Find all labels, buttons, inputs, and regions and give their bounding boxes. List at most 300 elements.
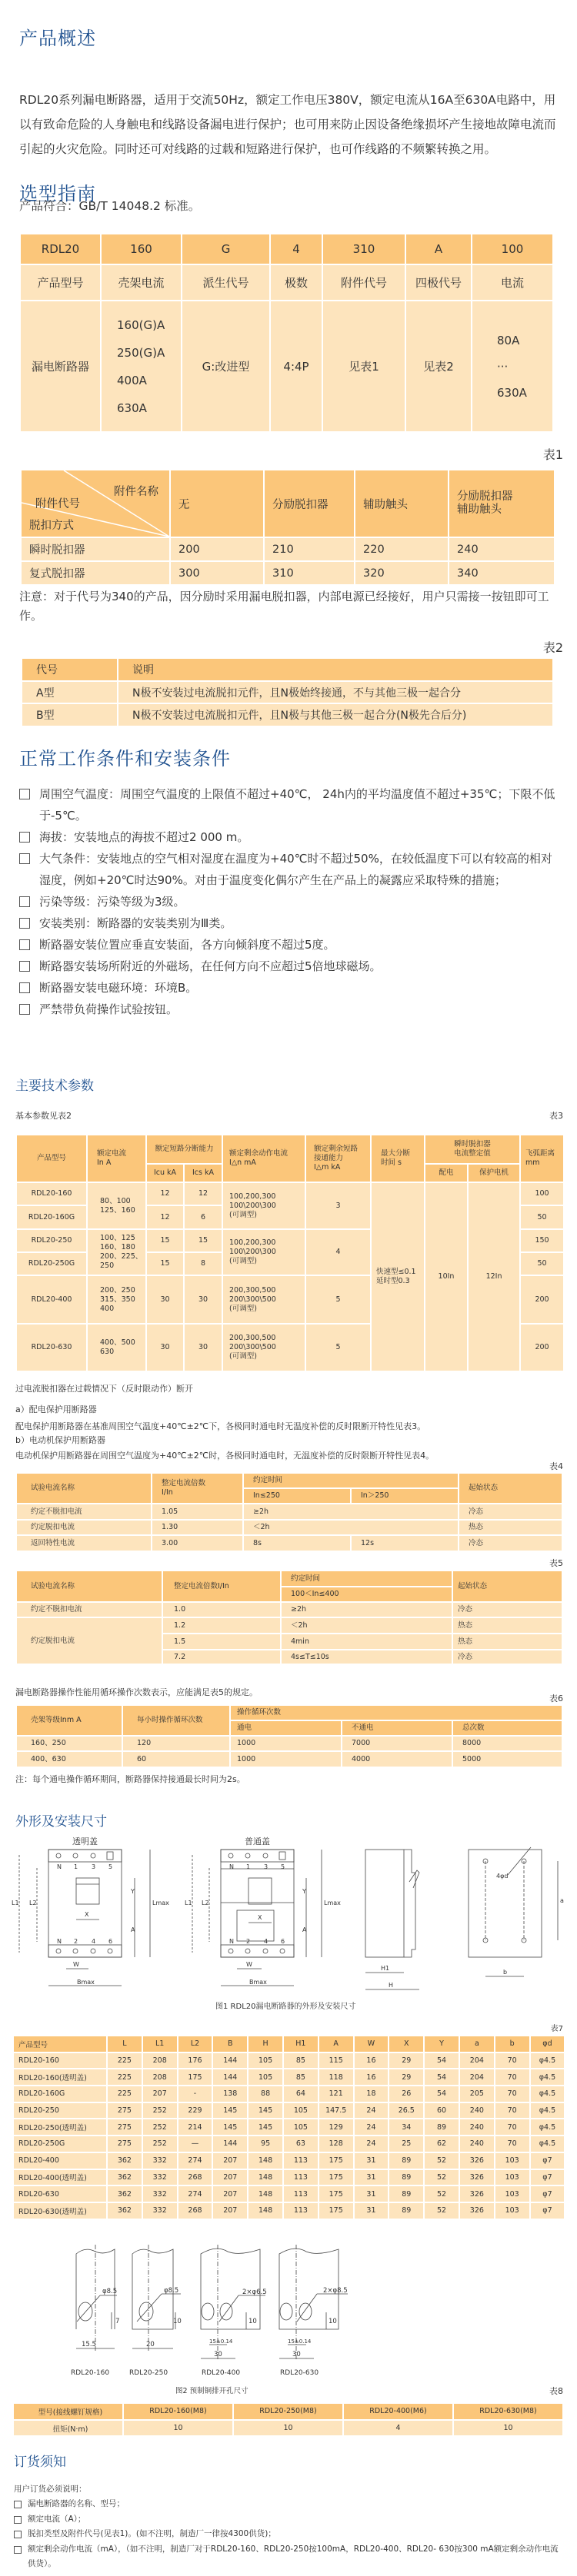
list-item: 漏电断路器的名称、型号； [14, 2497, 564, 2512]
cell: 快速型≤0.1 延时型0.3 [371, 1182, 425, 1371]
motor-trip-table [15, 1472, 563, 1552]
value-cell: 见表2 [405, 301, 472, 432]
busbar-drawing-figure2 [0, 2245, 577, 2398]
cell: φ4.5 [530, 2052, 565, 2069]
cell: 326 [459, 2202, 495, 2219]
cell: RDL20-400 [13, 2152, 107, 2169]
section-title-tech: 主要技术参数 [15, 1079, 94, 1094]
code-cell: 100 [472, 234, 553, 264]
cell: 12 [146, 1205, 184, 1229]
code-cell: RDL20 [20, 234, 101, 264]
col-head: RDL20-160(M8) [123, 2403, 233, 2420]
col-head: 约定时间 [243, 1473, 459, 1488]
cell: 1000 [230, 1736, 342, 1751]
table2-label: 表2 [542, 640, 563, 655]
col-head: 分励脱扣器 辅助触头 [449, 470, 555, 537]
svg-text:Y: Y [131, 1888, 135, 1895]
cell: 34 [389, 2119, 424, 2136]
cell: 207 [142, 2086, 178, 2102]
cell: 200 [170, 537, 264, 561]
cell: 148 [248, 2169, 283, 2186]
cell: 121 [319, 2086, 354, 2102]
code-cell: G [182, 234, 270, 264]
operation-cycle-table [15, 1704, 563, 1768]
cell: 29 [389, 2069, 424, 2086]
cell: 175 [319, 2169, 354, 2186]
table6-label: 表6 [549, 1694, 563, 1703]
list-item: 额定剩余动作电流（mA），（如不注明，制造厂对于RDL20-160、RDL20-250按100mA，RDL20-400、RDL20- 630按300 mA额定剩余动作电流供货）。 [14, 2542, 564, 2572]
cell: 105 [283, 2119, 319, 2136]
svg-text:φ8.5: φ8.5 [102, 2288, 118, 2295]
cell: 326 [459, 2185, 495, 2202]
cell: 240 [459, 2119, 495, 2136]
cell: 113 [283, 2185, 319, 2202]
table-row [13, 2102, 565, 2119]
cell: 118 [319, 2069, 354, 2086]
cell: 326 [459, 2169, 495, 2186]
cell: 113 [283, 2152, 319, 2169]
selection-table [19, 233, 554, 433]
cell: 210 [264, 537, 355, 561]
cell: 400、630 [16, 1751, 122, 1767]
col-head: 说明 [118, 658, 553, 681]
cell: 25 [389, 2136, 424, 2152]
svg-text:L2: L2 [202, 1900, 209, 1906]
cell: 207 [212, 2152, 248, 2169]
cell: 10In [425, 1182, 468, 1371]
svg-text:A: A [302, 1926, 307, 1933]
cell: 144 [212, 2136, 248, 2152]
table-row [13, 2086, 565, 2102]
cell: RDL20-630 [16, 1324, 87, 1371]
cell: 362 [107, 2202, 142, 2219]
cell: RDL20-160G [16, 1205, 87, 1229]
col-head: 起始状态 [459, 1473, 562, 1504]
cell: 105 [248, 2052, 283, 2069]
cell: 5 [305, 1275, 371, 1324]
cell: 208 [142, 2052, 178, 2069]
cell: RDL20-250(透明盖) [13, 2119, 107, 2136]
svg-text:2×φ8.5: 2×φ8.5 [323, 2287, 348, 2295]
svg-text:N: N [229, 1938, 234, 1945]
svg-text:4: 4 [92, 1938, 96, 1945]
cell: 214 [178, 2119, 213, 2136]
cell: 4 [343, 2420, 453, 2437]
table-row [13, 2052, 565, 2069]
cell: B型 [22, 703, 118, 726]
col-head: 约定时间 [281, 1571, 452, 1587]
cell: 30 [184, 1275, 222, 1324]
name-cell: 电流 [472, 264, 553, 301]
list-item: 断路器安装位置应垂直安装面，各方向倾斜度不超过5度。 [19, 934, 562, 956]
svg-text:3: 3 [264, 1863, 268, 1870]
list-item: 污染等级：污染等级为3级。 [19, 891, 562, 912]
back-view [469, 1847, 558, 1976]
svg-text:5: 5 [281, 1863, 285, 1870]
col-head: 额定电流 In A [87, 1135, 146, 1182]
list-item: 周围空气温度：周围空气温度的上限值不超过+40℃， 24h内的平均温度值不超过+35℃；下限不低于-5℃。 [19, 783, 562, 826]
motor-title: b）电动机保护用断路器 [15, 1435, 105, 1445]
cell: 89 [389, 2202, 424, 2219]
col-head: RDL20-630(M8) [453, 2403, 563, 2420]
code-cell: 160 [101, 234, 182, 264]
cell: 6 [184, 1205, 222, 1229]
col-head: 型号(接线螺钉规格) [13, 2403, 123, 2420]
figure1-caption: 图1 RDL20漏电断路器的外形及安装尺寸 [215, 2003, 356, 2010]
col-head: 无 [170, 470, 264, 537]
cell: 26.5 [389, 2102, 424, 2119]
cell: 4 [305, 1229, 371, 1275]
figure2-caption: 图2 预制铜排开孔尺寸 [175, 2387, 248, 2395]
cell: RDL20-400 [16, 1275, 87, 1324]
table-row [13, 2152, 565, 2169]
value-cell: 见表1 [322, 301, 405, 432]
cell: 205 [459, 2086, 495, 2102]
col-head: 整定电流倍数 I/In [152, 1473, 243, 1504]
col-head: a [459, 2036, 495, 2052]
cell: 240 [459, 2136, 495, 2152]
cell: 100,200,300 100\200\300 (可调型) [222, 1182, 305, 1229]
motor-text: 电动机保护用断路器在周围空气温度为+40℃±2℃时，各极同时通电时，无温度补偿的反时限断开特性见表4。 [15, 1451, 435, 1461]
four-pole-table [21, 657, 554, 727]
cell: 105 [283, 2102, 319, 2119]
cell: 225 [107, 2052, 142, 2069]
overview-paragraph: RDL20系列漏电断路器，适用于交流50Hz，额定工作电压380V，额定电流从16A至630A电路中，用以有致命危险的人身触电和线路设备漏电进行保护；也可用来防止因设备绝缘损坏产生接地故障电流而引起的火灾危险。同时还可对线路的过载和短路进行保护，也可作线路的不频繁转换之用。 [19, 93, 556, 156]
section-title-dimensions: 外形及安装尺寸 [15, 1814, 107, 1830]
cell: 275 [107, 2102, 142, 2119]
svg-text:N: N [57, 1863, 62, 1870]
checkbox-icon [14, 2546, 22, 2554]
svg-text:15±0.14: 15±0.14 [288, 2338, 312, 2345]
cell: 3 [305, 1182, 371, 1229]
svg-text:30: 30 [292, 2351, 301, 2358]
cell: 60 [424, 2102, 459, 2119]
cell: 200 [520, 1275, 564, 1324]
torque-table [12, 2402, 564, 2437]
cell: 310 [264, 561, 355, 585]
ordering-intro: 用户订货必须说明： [14, 2485, 87, 2494]
cell: 240 [459, 2102, 495, 2119]
cell: 200,300,500 200\300\500 (可调型) [222, 1324, 305, 1371]
cell: 145 [248, 2119, 283, 2136]
cell: 150 [520, 1229, 564, 1252]
cell: 326 [459, 2152, 495, 2169]
label-normal-cover: 普通盖 [245, 1836, 270, 1846]
cell: N极不安装过电流脱扣元件，且N极与其他三极一起合分(N极先合后分) [118, 703, 553, 726]
cell: 1000 [230, 1751, 342, 1767]
cell: RDL20-250G [13, 2136, 107, 2152]
table-row [13, 2136, 565, 2152]
table-row [13, 2202, 565, 2219]
cell: 15 [184, 1229, 222, 1252]
cell: - [178, 2086, 213, 2102]
accessory-table [20, 469, 555, 586]
list-item: 严禁带负荷操作试验按钮。 [19, 999, 562, 1020]
svg-text:30: 30 [214, 2351, 222, 2358]
name-cell: 派生代号 [182, 264, 270, 301]
cell: 10 [123, 2420, 233, 2437]
busbar-160 [76, 2245, 120, 2352]
section-title-overview: 产品概述 [19, 28, 96, 49]
value-cell: 漏电断路器 [20, 301, 101, 432]
cell: φ7 [530, 2169, 565, 2186]
cell: RDL20-160G [13, 2086, 107, 2102]
col-head: 试验电流名称 [16, 1571, 162, 1602]
cell: ≥2h [281, 1602, 452, 1617]
cell: 54 [424, 2052, 459, 2069]
col-head: 代号 [22, 658, 118, 681]
svg-text:6: 6 [281, 1938, 285, 1945]
col-head: X [389, 2036, 424, 2052]
svg-text:2×φ6.5: 2×φ6.5 [242, 2288, 267, 2296]
cell: 252 [142, 2119, 178, 2136]
cell: 50 [520, 1205, 564, 1229]
outline-drawing-figure1 [0, 1833, 577, 2010]
current-values: 80A ··· 630A [472, 301, 553, 432]
table6-note: 注：每个通电操作循环期间，断路器保持接通最长时间为2s。 [15, 1774, 245, 1784]
busbar-250 [132, 2245, 181, 2352]
cell: 100 [520, 1182, 564, 1205]
svg-text:10: 10 [329, 2318, 337, 2325]
cell: 1.30 [152, 1520, 243, 1535]
cell: 332 [142, 2202, 178, 2219]
col-head: 操作循环次数 [230, 1705, 562, 1720]
section-title-ordering: 订货须知 [14, 2455, 66, 2470]
cell: 50 [520, 1252, 564, 1275]
cell: 275 [107, 2119, 142, 2136]
svg-text:X: X [85, 1911, 89, 1918]
cell: 70 [495, 2119, 530, 2136]
cell: 275 [107, 2136, 142, 2152]
dist-trip-table [15, 1570, 563, 1665]
cell: 268 [178, 2202, 213, 2219]
name-cell: 产品型号 [20, 264, 101, 301]
cell: 113 [283, 2169, 319, 2186]
cell: 热态 [459, 1520, 562, 1535]
cell: 200,300,500 200\300\500 (可调型) [222, 1275, 305, 1324]
cell: 热态 [452, 1634, 562, 1650]
cell: 4s≤T≤10s [281, 1650, 452, 1664]
checkbox-icon [19, 961, 30, 972]
front-view-normal [192, 1850, 322, 1986]
cell: 85 [283, 2052, 319, 2069]
cell: 100,200,300 100\200\300 (可调型) [222, 1229, 305, 1275]
code-cell: A [405, 234, 472, 264]
col-head: L [107, 2036, 142, 2052]
checkbox-icon [19, 853, 30, 864]
cell: 175 [178, 2069, 213, 2086]
cell: 16 [354, 2069, 389, 2086]
overload-text: 过电流脱扣器在过载情况下（反时限动作）断开 [15, 1384, 193, 1394]
cell: 26 [389, 2086, 424, 2102]
cell: 300 [170, 561, 264, 585]
svg-text:H: H [389, 1982, 394, 1989]
col-head: 不通电 [342, 1720, 452, 1736]
checkbox-icon [19, 789, 30, 799]
cell: 147.5 [319, 2102, 354, 2119]
cell: 175 [319, 2185, 354, 2202]
col-head: Ics kA [184, 1164, 222, 1182]
cell: 70 [495, 2069, 530, 2086]
svg-text:5: 5 [108, 1863, 113, 1870]
conditions-list [19, 783, 562, 1020]
cell: 8s [243, 1535, 351, 1551]
list-item: 大气条件：安装地点的空气相对湿度在温度为+40℃时不超过50%，在较低温度下可以有较高的相对湿度，例如+20℃时达90%。对由于温度变化偶尔产生在产品上的凝露应采取特殊的措施； [19, 848, 562, 891]
cell: RDL20-160(透明盖) [13, 2069, 107, 2086]
cell: 4000 [342, 1751, 452, 1767]
cell: 175 [319, 2152, 354, 2169]
cell: RDL20-630 [13, 2185, 107, 2202]
cell: 115 [319, 2052, 354, 2069]
cell: 88 [248, 2086, 283, 2102]
cell: RDL20-160 [16, 1182, 87, 1205]
col-head: 辅助触头 [355, 470, 449, 537]
cell: 362 [107, 2169, 142, 2186]
svg-text:φ8.5: φ8.5 [164, 2287, 179, 2295]
svg-text:A: A [131, 1926, 135, 1933]
cell: 145 [248, 2102, 283, 2119]
cell: 冷态 [452, 1650, 562, 1664]
cell: 8000 [452, 1736, 562, 1751]
cell: 54 [424, 2086, 459, 2102]
col-head: 保护电机 [468, 1164, 520, 1182]
table3-label: 表3 [549, 1111, 563, 1121]
cell: 29 [389, 2052, 424, 2069]
value-cell: G:改进型 [182, 301, 270, 432]
cell: 148 [248, 2185, 283, 2202]
cell: 85 [283, 2069, 319, 2086]
cell: 52 [424, 2202, 459, 2219]
svg-text:2: 2 [246, 1938, 251, 1945]
list-item: 脱扣类型及附件代号(见表1)。(如不注明，制造厂一律按4300供货)； [14, 2527, 564, 2542]
overview-standard: 产品符合：GB/T 14048.2 标准。 [19, 199, 201, 213]
svg-text:Bmax: Bmax [77, 1979, 95, 1986]
col-head: Icu kA [146, 1164, 184, 1182]
table4-label: 表4 [549, 1461, 563, 1471]
label-transparent-cover: 透明盖 [72, 1836, 98, 1846]
cell: 12 [184, 1182, 222, 1205]
cell: 175 [319, 2202, 354, 2219]
name-cell: 极数 [270, 264, 322, 301]
table1-label: 表1 [542, 447, 563, 462]
cell: 12In [468, 1182, 520, 1371]
ordering-list [14, 2497, 564, 2572]
svg-text:15±0.14: 15±0.14 [209, 2338, 233, 2345]
col-head: Y [424, 2036, 459, 2052]
tech-intro: 基本参数见表2 [15, 1111, 72, 1121]
table-row [13, 2169, 565, 2186]
col-head: 通电 [230, 1720, 342, 1736]
cell: φ4.5 [530, 2136, 565, 2152]
cell: φ7 [530, 2185, 565, 2202]
table6-intro: 漏电断路器操作性能用循环操作次数表示，应能满足表5的规定。 [15, 1687, 258, 1697]
cell: 332 [142, 2169, 178, 2186]
col-head: L1 [142, 2036, 178, 2052]
cell: 1.05 [152, 1504, 243, 1520]
cell: 207 [212, 2185, 248, 2202]
checkbox-icon [19, 939, 30, 950]
cell: 16 [354, 2052, 389, 2069]
cell: φ4.5 [530, 2102, 565, 2119]
col-head: 壳架等级Inm A [16, 1705, 122, 1736]
cell: 89 [389, 2185, 424, 2202]
col-head: RDL20-250(M8) [233, 2403, 343, 2420]
cell: 10 [233, 2420, 343, 2437]
cell: φ7 [530, 2202, 565, 2219]
code-cell: 4 [270, 234, 322, 264]
cell: 148 [248, 2202, 283, 2219]
cell: 113 [283, 2202, 319, 2219]
cell: 1.5 [162, 1634, 281, 1650]
svg-text:20: 20 [146, 2341, 155, 2348]
svg-text:X: X [258, 1914, 262, 1921]
cell: 320 [355, 561, 449, 585]
cell: 103 [495, 2185, 530, 2202]
list-item: 海拔：安装地点的海拔不超过2 000 m。 [19, 826, 562, 848]
cell: 200、250 315、350 400 [87, 1275, 146, 1324]
dist-text: 配电保护用断路器在基准周围空气温度+40℃±2℃下，各极同时通电时无温度补偿的反时限断开特性见表3。 [15, 1421, 426, 1431]
cell: RDL20-250 [13, 2102, 107, 2119]
cell: 18 [354, 2086, 389, 2102]
name-cell: 四极代号 [405, 264, 472, 301]
cell: 热态 [452, 1617, 562, 1634]
checkbox-icon [19, 896, 30, 907]
row-head: 复式脱扣器 [21, 561, 170, 585]
cell: 200 [520, 1324, 564, 1371]
side-view [365, 1850, 419, 1989]
cell: 约定不脱扣电流 [16, 1602, 162, 1617]
svg-text:6: 6 [108, 1938, 113, 1945]
svg-text:3: 3 [92, 1863, 96, 1870]
col-head: 额定剩余动作电流 I△n mA [222, 1135, 305, 1182]
cell: 207 [212, 2169, 248, 2186]
svg-text:10: 10 [173, 2318, 182, 2325]
cell: — [178, 2136, 213, 2152]
cell: N极不安装过电流脱扣元件，且N极始终接通，不与其他三极一起合分 [118, 681, 553, 703]
cell: 70 [495, 2102, 530, 2119]
list-item: 断路器安装电磁环境：环境B。 [19, 977, 562, 999]
svg-text:Lmax: Lmax [152, 1900, 169, 1906]
cell: 204 [459, 2052, 495, 2069]
cell: 274 [178, 2152, 213, 2169]
col-head: L2 [178, 2036, 213, 2052]
table5-label: 表5 [549, 1558, 563, 1568]
busbar-model-label: RDL20-400 [202, 2369, 241, 2377]
cell: 1.2 [162, 1617, 281, 1634]
list-item: 安装类别：断路器的安装类别为Ⅲ类。 [19, 912, 562, 934]
diagonal-header-cell: 附件名称 附件代号 脱扣方式 [21, 470, 170, 537]
cell: RDL20-630(透明盖) [13, 2202, 107, 2219]
cell: 10 [453, 2420, 563, 2437]
cell: 176 [178, 2052, 213, 2069]
col-head: 试验电流名称 [16, 1473, 152, 1504]
cell: 30 [184, 1324, 222, 1371]
cell: 63 [283, 2136, 319, 2152]
cell: 12 [146, 1182, 184, 1205]
svg-text:b: b [503, 1969, 508, 1976]
cell: 207 [212, 2202, 248, 2219]
cell: 100、125 160、180 200、225、 250 [87, 1229, 146, 1275]
cell: 220 [355, 537, 449, 561]
col-head: 飞弧距离 mm [520, 1135, 564, 1182]
cell: 12s [351, 1535, 459, 1551]
list-item: 额定电流（A）； [14, 2512, 564, 2528]
cell: 返回特性电流 [16, 1535, 152, 1551]
cell: 274 [178, 2185, 213, 2202]
cell: 103 [495, 2202, 530, 2219]
cell: 145 [212, 2102, 248, 2119]
cell: 8 [184, 1252, 222, 1275]
